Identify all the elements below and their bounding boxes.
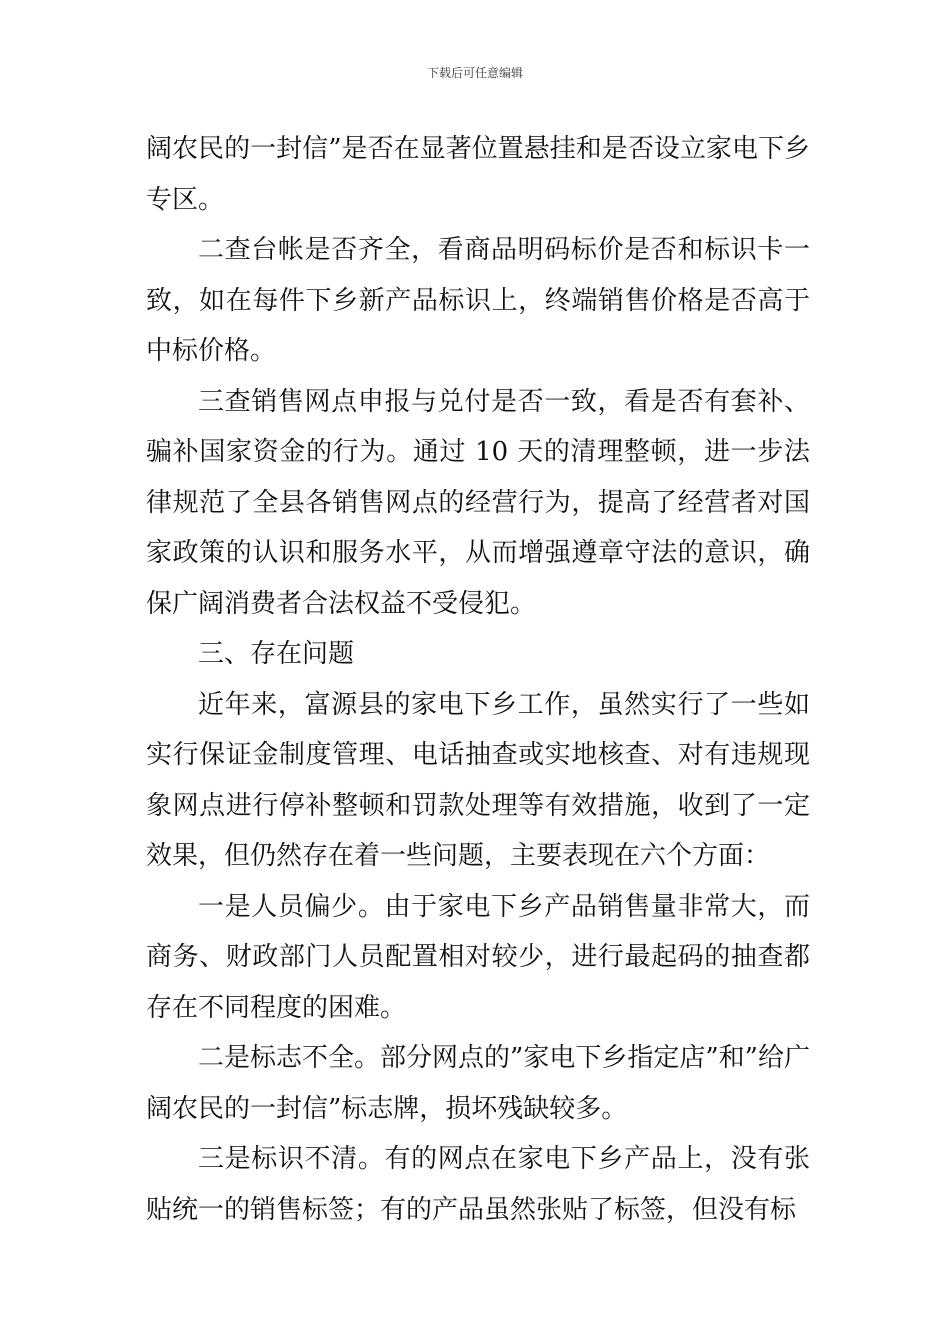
paragraph-5: 近年来，富源县的家电下乡工作，虽然实行了一些如实行保证金制度管理、电话抽查或实地核查、对有违规现象网点进行停补整顿和罚款处理等有效措施，收到了一定效果，但仍然存在着一些问题，主要表现在六个方面： [146, 689, 810, 871]
page-header: 下载后可任意编辑 [426, 66, 523, 80]
paragraph-7: 二是标志不全。部分网点的”家电下乡指定店”和”给广阔农民的一封信”标志牌，损坏残缺较多。 [146, 1043, 810, 1124]
paragraph-8: 三是标识不清。有的网点在家电下乡产品上，没有张贴统一的销售标签；有的产品虽然张贴了标签，但没有标 [146, 1144, 810, 1225]
paragraph-3: 三查销售网点申报与兑付是否一致，看是否有套补、骗补国家资金的行为。通过 10 天的清理整顿，进一步法律规范了全县各销售网点的经营行为，提高了经营者对国家政策的认识和服务水平，从而增强遵章守法的意识，确保广阔消费者合法权益不受侵犯。 [146, 386, 810, 619]
paragraph-2: 二查台帐是否齐全，看商品明码标价是否和标识卡一致，如在每件下乡新产品标识上，终端销售价格是否高于中标价格。 [146, 235, 810, 366]
document-body [146, 124, 810, 1235]
paragraph-6: 一是人员偏少。由于家电下乡产品销售量非常大，而商务、财政部门人员配置相对较少，进行最起码的抽查都存在不同程度的困难。 [146, 891, 810, 1023]
section-heading: 三、存在问题 [198, 639, 355, 669]
paragraph-1: 阔农民的一封信”是否在显著位置悬挂和是否设立家电下乡专区。 [146, 134, 810, 215]
